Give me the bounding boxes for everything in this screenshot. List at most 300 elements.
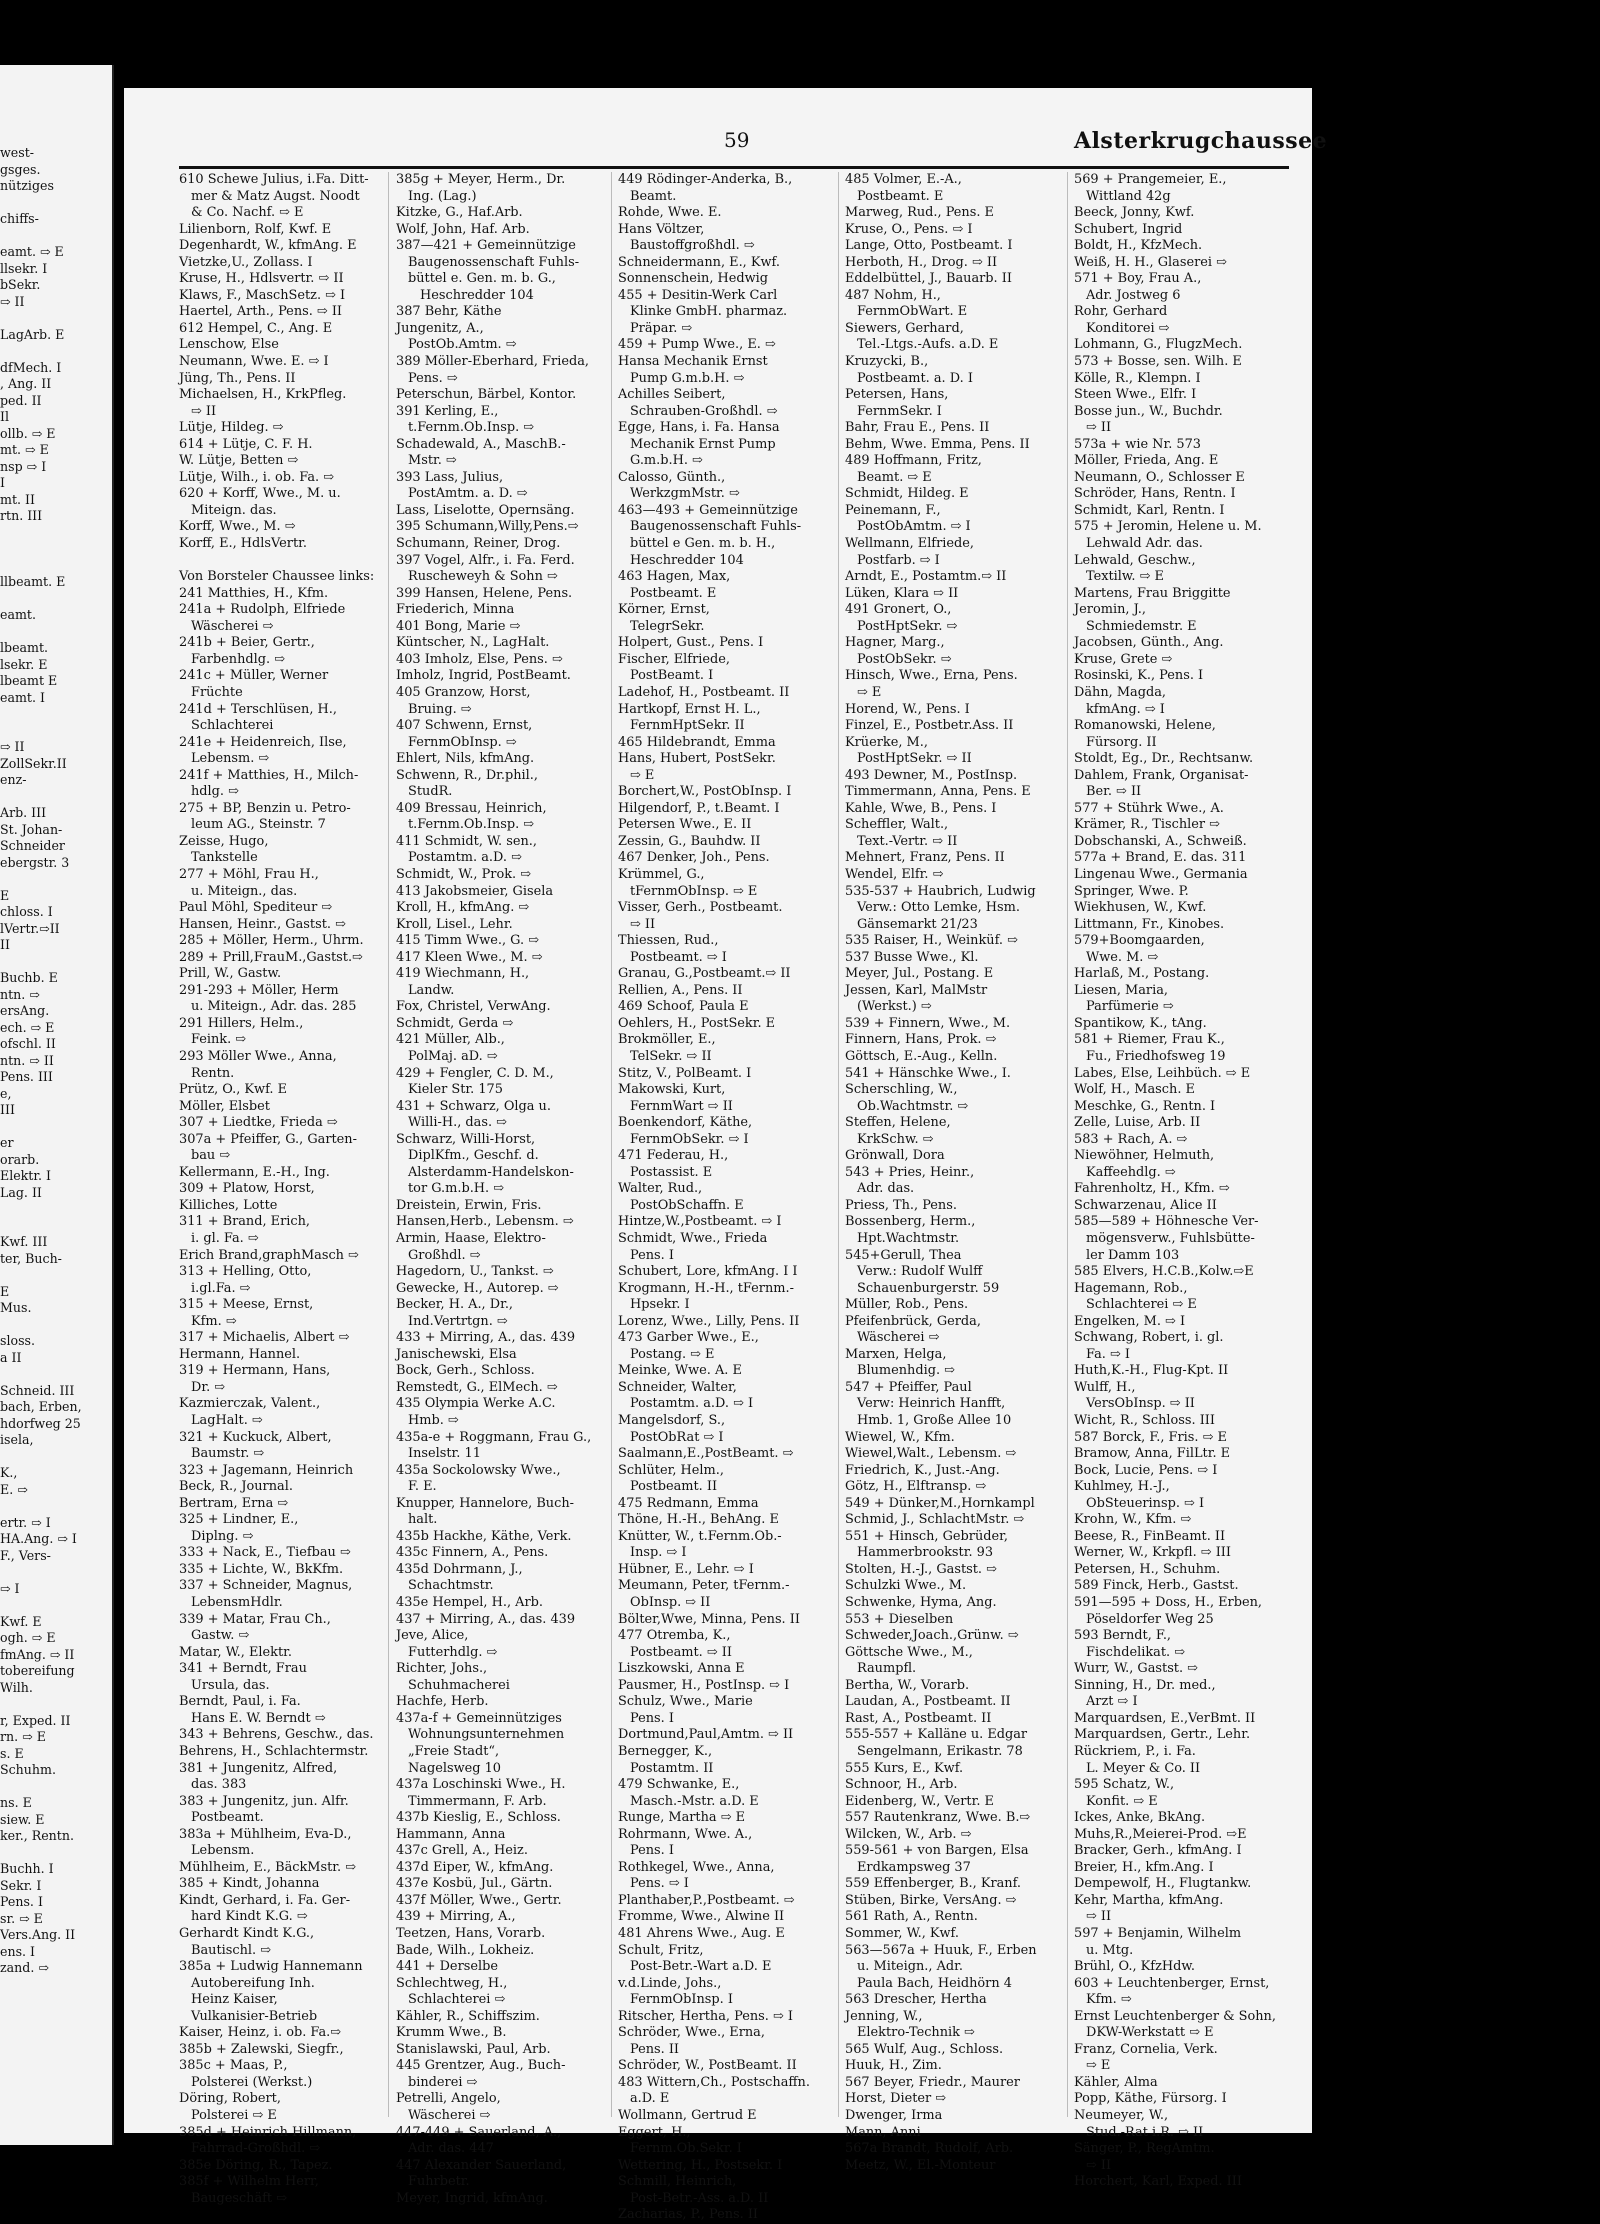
directory-entry: Krüerke, M., xyxy=(845,734,928,750)
directory-entry: 537 Busse Wwe., Kl. xyxy=(845,949,979,965)
directory-entry: Ritscher, Hertha, Pens. ⇨ I xyxy=(618,2008,793,2024)
directory-entry: Pens. II xyxy=(630,2041,680,2057)
directory-entry: Krämer, R., Tischler ⇨ xyxy=(1074,817,1220,833)
directory-entry: Schwarzenau, Alice II xyxy=(1074,1197,1217,1213)
directory-entry: 559 Effenberger, B., Kranf. xyxy=(845,1876,1022,1892)
directory-entry: 610 Schewe Julius, i.Fa. Ditt- xyxy=(179,172,369,187)
directory-entry: Meinke, Wwe. A. E xyxy=(618,1363,742,1379)
directory-entry: 447-449 + Sauerland, A., xyxy=(396,2124,562,2140)
directory-entry: 581 + Riemer, Frau K., xyxy=(1074,1032,1225,1048)
directory-entry: Mehnert, Franz, Pens. II xyxy=(845,850,1005,866)
directory-entry: Blumenhdig. ⇨ xyxy=(857,1363,955,1379)
directory-entry: Post-Betr.-Wart a.D. E xyxy=(630,1959,772,1975)
page-number: 59 xyxy=(724,128,750,152)
directory-entry: Erdkampsweg 37 xyxy=(857,1859,971,1875)
directory-entry: Behrens, H., Schlachtermstr. xyxy=(179,1743,369,1759)
directory-entry: Kroll, H., kfmAng. ⇨ xyxy=(396,900,530,916)
directory-entry: Verw.: Rudolf Wulff xyxy=(857,1264,983,1280)
directory-entry: W. Lütje, Betten ⇨ xyxy=(179,453,299,469)
directory-entry: Meetz, W., El.-Monteur xyxy=(845,2157,996,2173)
directory-entry: 437e Kosbü, Jul., Gärtn. xyxy=(396,1876,553,1892)
left-page-fragment-line xyxy=(0,789,112,806)
directory-entry: Jeromin, J., xyxy=(1074,602,1146,618)
directory-entry: Knütter, W., t.Fernm.Ob.- xyxy=(618,1528,782,1544)
left-page-fragment-line: Mus. xyxy=(0,1300,32,1315)
directory-entry: 465 Hildebrandt, Emma xyxy=(618,734,776,750)
directory-entry: Petersen, H., Schuhm. xyxy=(1074,1561,1221,1577)
left-page-fragment-line: Il xyxy=(0,409,10,424)
directory-entry: Beck, R., Journal. xyxy=(179,1479,293,1495)
directory-entry: 333 + Nack, E., Tiefbau ⇨ xyxy=(179,1545,351,1561)
directory-entry: Gerhardt Kindt K.G., xyxy=(179,1925,315,1941)
directory-entry: 439 + Mirring, A., xyxy=(396,1909,516,1925)
directory-entry: 589 Finck, Herb., Gastst. xyxy=(1074,1578,1239,1594)
left-page-fragment-line: Schuhm. xyxy=(0,1762,56,1777)
directory-entry: Sommer, W., Kwf. xyxy=(845,1925,959,1941)
directory-entry: PostBeamt. I xyxy=(630,668,714,684)
left-page-fragment-line: bSekr. xyxy=(0,277,41,292)
directory-entry: Lingenau Wwe., Germania xyxy=(1074,866,1248,882)
directory-entry: Schadewald, A., MaschB.- xyxy=(396,436,566,452)
left-page-fragment-line: nsp ⇨ I xyxy=(0,458,47,474)
directory-entry: Adr. das. 447 xyxy=(408,2141,494,2157)
directory-entry: Kindt, Gerhard, i. Fa. Ger- xyxy=(179,1892,351,1908)
directory-entry: 435b Hackhe, Käthe, Verk. xyxy=(396,1528,572,1544)
directory-entry: Fahrrad-Großhdl. ⇨ xyxy=(191,2141,321,2157)
directory-entry: Hans, Hubert, PostSekr. xyxy=(618,751,776,767)
directory-entry: Willi-H., das. ⇨ xyxy=(408,1115,507,1131)
directory-entry: 415 Timm Wwe., G. ⇨ xyxy=(396,933,540,949)
directory-entry: Hmb. ⇨ xyxy=(408,1413,459,1429)
directory-entry: Beamt. xyxy=(630,188,677,204)
directory-entry: Hagner, Marg., xyxy=(845,635,945,651)
directory-entry: 419 Wiechmann, H., xyxy=(396,966,530,982)
left-page-fragment-line: ZollSekr.II xyxy=(0,755,67,771)
left-page-fragment-line: mt. II xyxy=(0,491,35,507)
directory-entry: Brühl, O., KfzHdw. xyxy=(1074,1959,1195,1975)
directory-entry: Hansa Mechanik Ernst xyxy=(618,354,768,370)
directory-entry: FernmObSekr. ⇨ I xyxy=(630,1131,749,1147)
directory-entry: Gastw. ⇨ xyxy=(191,1628,250,1644)
directory-entry: u. Miteign., Adr. xyxy=(857,1959,964,1975)
directory-entry: Romanowski, Helene, xyxy=(1074,718,1216,734)
directory-entry: 393 Lass, Julius, xyxy=(396,469,504,485)
page-street-header: Alsterkrugchaussee xyxy=(1074,128,1328,154)
directory-column-4 xyxy=(845,172,1063,2173)
directory-entry: Schrauben-Großhdl. ⇨ xyxy=(630,403,778,419)
left-page-fragment-line: Wilh. xyxy=(0,1679,33,1695)
directory-entry: Meschke, G., Rentn. I xyxy=(1074,1098,1216,1114)
directory-entry: kfmAng. ⇨ I xyxy=(1086,701,1165,717)
directory-entry: 437a-f + Gemeinnütziges xyxy=(396,1710,562,1726)
left-page-fragment-line: sr. ⇨ E xyxy=(0,1910,43,1926)
directory-entry: Alsterdamm-Handelskon- xyxy=(408,1164,574,1180)
directory-entry: Jeve, Alice, xyxy=(396,1628,469,1644)
directory-entry: 447 Alexander Sauerland, xyxy=(396,2157,567,2173)
directory-entry: 277 + Möhl, Frau H., xyxy=(179,866,319,882)
directory-entry: Postamtm. a.D. ⇨ I xyxy=(630,1396,754,1412)
directory-entry: Postbeamt. ⇨ I xyxy=(630,949,727,965)
directory-entry: 565 Wulf, Aug., Schloss. xyxy=(845,2041,1004,2057)
directory-entry: F. E. xyxy=(408,1479,437,1495)
directory-entry: PostObSchaffn. E xyxy=(630,1197,744,1213)
directory-entry: Kaffeehdlg. ⇨ xyxy=(1086,1164,1176,1180)
directory-entry: Rellien, A., Pens. II xyxy=(618,982,743,998)
directory-entry: Textilw. ⇨ E xyxy=(1086,569,1164,585)
directory-entry: 437b Kieslig, E., Schloss. xyxy=(396,1810,561,1826)
directory-entry: büttel e Gen. m. b. H., xyxy=(630,536,776,552)
left-page-fragment-line: gsges. xyxy=(0,161,41,177)
directory-entry: LebensmHdlr. xyxy=(191,1595,283,1611)
directory-entry: 449 Rödinger-Anderka, B., xyxy=(618,172,793,187)
left-page-fragment-line: llsekr. I xyxy=(0,260,48,276)
left-page-fragment-line xyxy=(0,541,112,558)
directory-entry: FernmWart ⇨ II xyxy=(630,1098,733,1114)
directory-entry: Meyer, Jul., Postang. E xyxy=(845,966,994,982)
left-page-fragment-line: ertr. ⇨ I xyxy=(0,1514,51,1530)
left-page-fragment-line xyxy=(0,1564,112,1581)
directory-entry: Tankstelle xyxy=(191,850,258,866)
directory-entry: Lütje, Hildeg. ⇨ xyxy=(179,420,284,436)
directory-entry: Kähler, Alma xyxy=(1074,2074,1158,2090)
directory-entry: Konditorei ⇨ xyxy=(1086,320,1170,336)
directory-entry: Baugeschäft ⇨ xyxy=(191,2190,288,2206)
directory-entry: FernmSekr. I xyxy=(857,403,942,419)
directory-entry: Hübner, E., Lehr. ⇨ I xyxy=(618,1561,754,1577)
directory-entry: 557 Rautenkranz, Wwe. B.⇨ xyxy=(845,1810,1031,1826)
directory-entry: Kehr, Martha, kfmAng. xyxy=(1074,1892,1224,1908)
directory-entry: & Co. Nachf. ⇨ E xyxy=(191,205,304,221)
directory-entry: Paul Möhl, Spediteur ⇨ xyxy=(179,900,333,916)
directory-entry: Friederich, Minna xyxy=(396,602,515,618)
directory-entry: Imholz, Ingrid, PostBeamt. xyxy=(396,668,571,684)
left-page-fragment-line: a II xyxy=(0,1349,22,1365)
directory-entry: Küntscher, N., LagHalt. xyxy=(396,635,550,651)
left-page-fragment-line: Buchb. E xyxy=(0,970,58,985)
directory-entry: PostHptSekr. ⇨ II xyxy=(857,751,972,767)
directory-entry: 612 Hempel, C., Ang. E xyxy=(179,320,333,336)
directory-entry: FernmObWart. E xyxy=(857,304,968,320)
directory-entry: t.Fernm.Ob.Insp. ⇨ xyxy=(408,420,535,436)
directory-entry: tFernmObInsp. ⇨ E xyxy=(630,883,758,899)
directory-entry: 569 + Prangemeier, E., xyxy=(1074,172,1227,187)
directory-entry: 437d Eiper, W., kfmAng. xyxy=(396,1859,554,1875)
directory-entry: Mann, Anni xyxy=(845,2124,921,2140)
directory-entry: 571 + Boy, Frau A., xyxy=(1074,271,1202,287)
directory-entry: Schwenke, Hyma, Ang. xyxy=(845,1595,997,1611)
directory-entry: Hermann, Hannel. xyxy=(179,1346,301,1362)
directory-entry: Lehwald, Geschw., xyxy=(1074,552,1196,568)
directory-entry: 575 + Jeromin, Helene u. M. xyxy=(1074,519,1262,535)
directory-entry: Postbeamt. E xyxy=(630,585,717,601)
directory-entry: Huuk, H., Zim. xyxy=(845,2058,942,2074)
directory-entry: 467 Denker, Joh., Pens. xyxy=(618,850,770,866)
directory-entry: Postbeamt. xyxy=(191,1810,264,1826)
directory-entry: 585—589 + Höhnesche Ver- xyxy=(1074,1214,1259,1230)
directory-entry: Verw: Heinrich Hanfft, xyxy=(857,1396,1006,1412)
directory-entry: 614 + Lütje, C. F. H. xyxy=(179,436,313,452)
left-page-fragment-line: E xyxy=(0,1283,10,1299)
directory-entry: Siewers, Gerhard, xyxy=(845,320,964,336)
directory-entry: Ber. ⇨ II xyxy=(1086,784,1142,800)
directory-entry: Großhdl. ⇨ xyxy=(408,1247,481,1263)
directory-entry: 597 + Benjamin, Wilhelm xyxy=(1074,1925,1242,1941)
directory-entry: Schmiedemstr. E xyxy=(1086,618,1197,634)
directory-entry: 319 + Hermann, Hans, xyxy=(179,1363,331,1379)
directory-entry: 395 Schumann,Willy,Pens.⇨ xyxy=(396,519,579,535)
left-page-fragment-line: Sekr. I xyxy=(0,1877,42,1893)
directory-entry: Pens. ⇨ xyxy=(408,370,458,386)
directory-entry: Göttsch, E.-Aug., Kelln. xyxy=(845,1048,998,1064)
directory-entry: 481 Ahrens Wwe., Aug. E xyxy=(618,1925,785,1941)
directory-entry: büttel e. Gen. m. b. G., xyxy=(408,271,556,287)
left-page-fragment-line: III xyxy=(0,1102,15,1117)
directory-entry: Baugenossenschaft Fuhls- xyxy=(630,519,802,535)
directory-entry: Lütje, Wilh., i. ob. Fa. ⇨ xyxy=(179,469,335,485)
right-page xyxy=(124,88,1328,2223)
directory-entry: Verw.: Otto Lemke, Hsm. xyxy=(857,900,1020,916)
directory-entry: Pens. ⇨ I xyxy=(630,1876,689,1892)
directory-entry: 583 + Rach, A. ⇨ xyxy=(1074,1131,1188,1147)
directory-entry: Steffen, Helene, xyxy=(845,1115,951,1131)
directory-entry: 401 Bong, Marie ⇨ xyxy=(396,618,521,634)
directory-entry: Postbeamt. E xyxy=(857,188,944,204)
directory-entry: 437a Loschinski Wwe., H. xyxy=(396,1777,566,1793)
left-page-fragment-line: er xyxy=(0,1135,14,1150)
directory-entry: 405 Granzow, Horst, xyxy=(396,684,531,700)
directory-entry: ⇨ E xyxy=(857,684,882,700)
directory-entry: Scheffler, Walt., xyxy=(845,817,949,833)
directory-entry: Laudan, A., Postbeamt. II xyxy=(845,1694,1011,1710)
directory-entry: Horst, Dieter ⇨ xyxy=(845,2091,947,2107)
directory-entry: 293 Möller Wwe., Anna, xyxy=(179,1048,337,1064)
directory-entry: Nagelsweg 10 xyxy=(408,1760,501,1776)
left-page-fragment-line xyxy=(0,591,112,608)
directory-entry: Möller, Elsbet xyxy=(179,1098,270,1114)
directory-entry: mögensverw., Fuhlsbütte- xyxy=(1086,1231,1255,1246)
directory-entry: 241a + Rudolph, Elfriede xyxy=(179,602,346,618)
directory-entry: Tel.-Ltgs.-Aufs. a.D. E xyxy=(857,337,999,353)
directory-entry: ⇨ II xyxy=(630,916,656,932)
left-page-fragment-line: Buchh. I xyxy=(0,1861,54,1876)
directory-entry: 313 + Helling, Otto, xyxy=(179,1264,312,1280)
directory-entry: Borchert,W., PostObInsp. I xyxy=(618,784,792,800)
directory-entry: 321 + Kuckuck, Albert, xyxy=(179,1429,332,1445)
directory-entry: 489 Hoffmann, Fritz, xyxy=(845,453,982,469)
directory-entry: Rothkegel, Wwe., Anna, xyxy=(618,1859,775,1875)
directory-entry: Inselstr. 11 xyxy=(408,1446,481,1462)
directory-entry: Postamtm. II xyxy=(630,1760,714,1776)
directory-entry: Kitzke, G., Haf.Arb. xyxy=(396,205,523,221)
directory-entry: Bahr, Frau E., Pens. II xyxy=(845,420,990,436)
left-page-fragment-line: St. Johan- xyxy=(0,821,63,837)
directory-entry: Walter, Rud., xyxy=(618,1181,703,1197)
left-page-fragment-line: K., xyxy=(0,1465,18,1480)
directory-entry: Dobschanski, A., Schweiß. xyxy=(1074,833,1247,849)
directory-entry: 241 Matthies, H., Kfm. xyxy=(179,585,329,601)
directory-entry: Fuhrbetr. xyxy=(408,2174,470,2190)
directory-entry: Korff, Wwe., M. ⇨ xyxy=(179,519,296,535)
directory-entry: Marweg, Rud., Pens. E xyxy=(845,205,994,221)
left-page-fragment-line: HA.Ang. ⇨ I xyxy=(0,1531,77,1546)
directory-entry: Wiewel,Walt., Lebensm. ⇨ xyxy=(845,1446,1017,1462)
directory-entry: Lange, Otto, Postbeamt. I xyxy=(845,238,1013,254)
directory-entry: 291 Hillers, Helm., xyxy=(179,1015,304,1031)
directory-entry: PostObRat ⇨ I xyxy=(630,1429,724,1445)
left-page-fragment-line xyxy=(0,1779,112,1796)
directory-entry: Klinke GmbH. pharmaz. xyxy=(630,304,788,320)
directory-entry: binderei ⇨ xyxy=(408,2074,478,2090)
directory-entry: 479 Schwanke, E., xyxy=(618,1777,740,1793)
directory-entry: 433 + Mirring, A., das. 439 xyxy=(396,1330,576,1346)
directory-entry: Wellmann, Elfriede, xyxy=(845,536,974,552)
directory-entry: Text.-Vertr. ⇨ II xyxy=(857,833,958,849)
left-page-fragment-line xyxy=(0,1119,112,1136)
directory-entry: 399 Hansen, Helene, Pens. xyxy=(396,585,573,601)
left-page-edge xyxy=(0,65,114,2145)
directory-entry: Pöseldorfer Weg 25 xyxy=(1086,1611,1214,1627)
directory-entry: Degenhardt, W., kfmAng. E xyxy=(179,238,357,254)
directory-entry: Marquardsen, E.,VerBmt. II xyxy=(1074,1710,1256,1726)
directory-entry: 559-561 + von Bargen, Elsa xyxy=(845,1843,1029,1859)
left-page-fragment-line: chiffs- xyxy=(0,211,39,226)
directory-entry: Klaws, F., MaschSetz. ⇨ I xyxy=(179,287,346,303)
directory-entry: 493 Dewner, M., PostInsp. xyxy=(845,767,1018,783)
directory-entry: Beamt. ⇨ E xyxy=(857,469,932,485)
directory-entry: Planthaber,P.,Postbeamt. ⇨ xyxy=(618,1892,795,1908)
left-page-fragment-line xyxy=(0,723,112,740)
directory-entry: Ind.Vertrtgn. ⇨ xyxy=(408,1313,508,1329)
left-page-fragment-line: sloss. xyxy=(0,1333,36,1348)
directory-entry: 383 + Jungenitz, jun. Alfr. xyxy=(179,1793,349,1809)
directory-entry: 567 Beyer, Friedr., Maurer xyxy=(845,2074,1020,2090)
directory-entry: Petrelli, Angelo, xyxy=(396,2091,501,2107)
directory-entry: t.Fernm.Ob.Insp. ⇨ xyxy=(408,817,535,833)
directory-entry: ler Damm 103 xyxy=(1086,1247,1180,1263)
directory-entry: Krogmann, H.-H., tFernm.- xyxy=(618,1280,794,1296)
directory-entry: Prütz, O., Kwf. E xyxy=(179,1082,287,1098)
directory-entry: Janischewski, Elsa xyxy=(396,1346,517,1362)
directory-entry: Pfeifenbrück, Gerda, xyxy=(845,1313,981,1329)
directory-entry: i.gl.Fa. ⇨ xyxy=(191,1280,251,1296)
directory-entry: 620 + Korff, Wwe., M. u. xyxy=(179,486,341,502)
directory-entry: ObInsp. ⇨ II xyxy=(630,1595,711,1611)
left-page-fragment-line: eamt. I xyxy=(0,689,45,705)
left-page-fragment-line: ech. ⇨ E xyxy=(0,1019,55,1035)
directory-entry: VersObInsp. ⇨ II xyxy=(1086,1396,1195,1412)
left-page-fragment-line: e, xyxy=(0,1085,12,1101)
left-page-fragment-line: enz- xyxy=(0,772,27,787)
left-page-fragment-line: ofschl. II xyxy=(0,1036,56,1051)
left-page-fragment-line xyxy=(0,954,112,971)
directory-entry: Neumann, O., Schlosser E xyxy=(1074,469,1245,485)
directory-entry: Schmill, Heinrich, xyxy=(618,2174,737,2190)
left-page-fragment-line: Pens. I xyxy=(0,1894,43,1909)
directory-entry: Stolten, H.-J., Gastst. ⇨ xyxy=(845,1561,997,1577)
directory-entry: Ickes, Anke, BkAng. xyxy=(1074,1810,1206,1826)
left-page-fragment-line: rn. ⇨ E xyxy=(0,1729,46,1744)
directory-entry: 577 + Stührk Wwe., A. xyxy=(1074,800,1224,816)
directory-entry: Michaelsen, H., KrkPfleg. xyxy=(179,387,347,403)
directory-entry: Parfümerie ⇨ xyxy=(1086,999,1174,1015)
directory-entry: 591—595 + Doss, H., Erben, xyxy=(1074,1595,1263,1611)
left-page-fragment-line xyxy=(0,228,112,245)
directory-entry: Sengelmann, Erikastr. 78 xyxy=(857,1743,1023,1759)
directory-entry: Timmermann, F. Arb. xyxy=(408,1793,547,1809)
left-page-fragment-line: ⇨ I xyxy=(0,1580,20,1596)
left-page-fragment-line: eamt. xyxy=(0,607,36,622)
directory-entry: Labes, Else, Leihbüch. ⇨ E xyxy=(1074,1065,1251,1081)
directory-entry: Schwang, Robert, i. gl. xyxy=(1074,1330,1224,1346)
directory-entry: Stanislawski, Paul, Arb. xyxy=(396,2041,551,2057)
directory-entry: Jacobsen, Günth., Ang. xyxy=(1074,635,1224,651)
directory-entry: Hagemann, Rob., xyxy=(1074,1280,1188,1296)
directory-entry: 563 Drescher, Hertha xyxy=(845,1992,987,2008)
left-page-fragment-line: , Ang. II xyxy=(0,376,52,391)
left-page-fragment-line: ped. II xyxy=(0,392,42,408)
directory-entry: 241e + Heidenreich, Ilse, xyxy=(179,734,347,750)
directory-entry: 381 + Jungenitz, Alfred, xyxy=(179,1760,338,1776)
left-page-fragment-line xyxy=(0,624,112,641)
directory-entry: 289 + Prill,FrauM.,Gastst.⇨ xyxy=(179,949,363,965)
directory-entry: Pump G.m.b.H. ⇨ xyxy=(630,370,745,386)
directory-entry: Fu., Friedhofsweg 19 xyxy=(1086,1048,1226,1064)
directory-entry: PostAmtm. a. D. ⇨ xyxy=(408,486,528,502)
directory-entry: L. Meyer & Co. II xyxy=(1086,1760,1201,1776)
directory-entry: Schwenn, R., Dr.phil., xyxy=(396,767,538,783)
directory-entry: 323 + Jagemann, Heinrich xyxy=(179,1462,354,1478)
directory-entry: Liesen, Maria, xyxy=(1074,982,1169,998)
directory-entry: 389 Möller-Eberhard, Frieda, xyxy=(396,354,589,370)
left-page-fragment-line: mt. ⇨ E xyxy=(0,442,49,457)
directory-entry: Fromme, Wwe., Alwine II xyxy=(618,1909,785,1925)
directory-entry: Stitz, V., PolBeamt. I xyxy=(618,1065,752,1081)
left-page-fragment-line: F., Vers- xyxy=(0,1547,51,1563)
directory-entry: Littmann, Fr., Kinobes. xyxy=(1074,916,1225,932)
directory-entry: Insp. ⇨ I xyxy=(630,1545,687,1561)
directory-entry: Ursula, das. xyxy=(191,1677,270,1693)
directory-entry: Beeck, Jonny, Kwf. xyxy=(1074,205,1195,221)
directory-entry: Spantikow, K., tAng. xyxy=(1074,1015,1207,1031)
directory-entry: DiplKfm., Geschf. d. xyxy=(408,1148,539,1164)
directory-entry: Sänger, P., RegAmtm. xyxy=(1074,2141,1215,2157)
directory-entry: Kuhlmey, H.-J., xyxy=(1074,1479,1170,1495)
directory-entry: Brokmöller, E., xyxy=(618,1032,716,1048)
directory-entry: 291-293 + Möller, Herm xyxy=(179,982,339,998)
directory-entry: Finnern, Hans, Prok. ⇨ xyxy=(845,1032,997,1048)
directory-entry: 317 + Michaelis, Albert ⇨ xyxy=(179,1330,350,1346)
left-page-fragment-line: west- xyxy=(0,145,35,160)
directory-entry: Knupper, Hannelore, Buch- xyxy=(396,1495,574,1511)
directory-entry: Fischdelikat. ⇨ xyxy=(1086,1644,1186,1660)
left-page-fragment-line: s. E xyxy=(0,1745,24,1761)
directory-entry: 337 + Schneider, Magnus, xyxy=(179,1578,353,1594)
directory-entry: Marquardsen, Gertr., Lehr. xyxy=(1074,1727,1251,1743)
directory-entry: Weiß, H. H., Glaserei ⇨ xyxy=(1074,254,1227,270)
left-page-fragment-line: ⇨ II xyxy=(0,739,25,754)
directory-entry: Ehlert, Nils, kfmAng. xyxy=(396,751,535,767)
directory-entry: Bramow, Anna, FilLtr. E xyxy=(1074,1446,1231,1462)
directory-entry: 535 Raiser, H., Weinküf. ⇨ xyxy=(845,933,1018,949)
directory-entry: Lilienborn, Rolf, Kwf. E xyxy=(179,221,332,237)
directory-entry: Kruzycki, B., xyxy=(845,354,929,370)
directory-entry: Wäscherei ⇨ xyxy=(191,618,274,634)
directory-entry: 435a-e + Roggmann, Frau G., xyxy=(396,1429,592,1445)
column-divider xyxy=(1067,172,1068,2117)
left-page-fragment-line: ter, Buch- xyxy=(0,1250,62,1266)
directory-entry: Zeisse, Hugo, xyxy=(179,833,269,849)
directory-entry: Herboth, H., Drog. ⇨ II xyxy=(845,254,998,270)
